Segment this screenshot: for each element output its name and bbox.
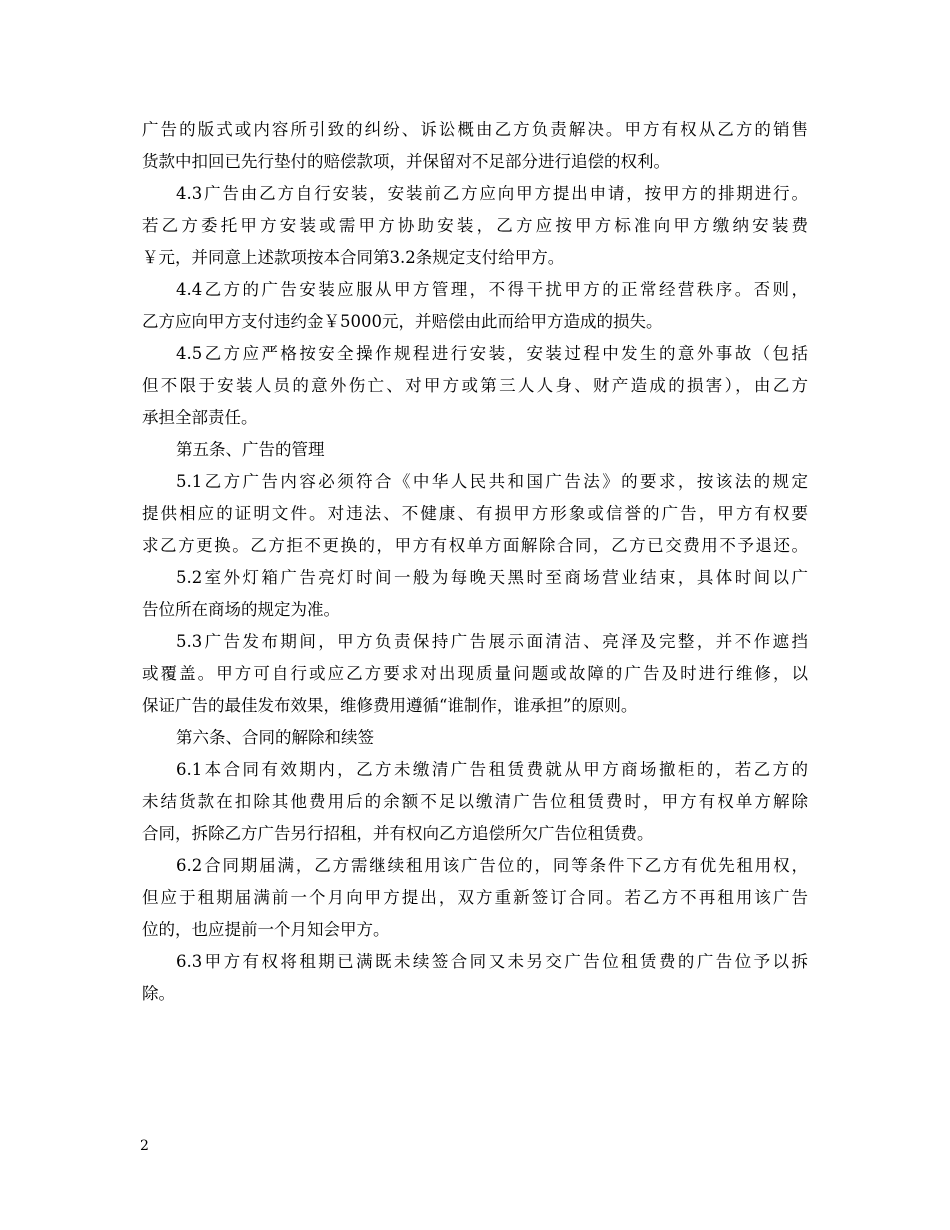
text-line: 保证广告的最佳发布效果，维修费用遵循“谁制作，谁承担”的原则。 — [142, 696, 638, 715]
text-line: 但不限于安装人员的意外伤亡、对甲方或第三人人身、财产造成的损害），由乙方 — [142, 376, 808, 395]
text-line: 5.3广告发布期间，甲方负责保持广告展示面清洁、亮泽及完整，并不作遮挡 — [176, 632, 808, 651]
text-line: 6.1本合同有效期内，乙方未缴清广告租赁费就从甲方商场撤柜的，若乙方的 — [176, 760, 808, 779]
text-line: 合同，拆除乙方广告另行招租，并有权向乙方追偿所欠广告位租赁费。 — [142, 824, 654, 843]
text-line: 广告的版式或内容所引致的纠纷、诉讼概由乙方负责解决。甲方有权从乙方的销售 — [142, 120, 808, 139]
document-body — [142, 114, 808, 1010]
text-line: 第六条、合同的解除和续签 — [176, 728, 374, 747]
text-line: 告位所在商场的规定为准。 — [142, 600, 340, 619]
text-line: 未结货款在扣除其他费用后的余额不足以缴清广告位租赁费时，甲方有权单方解除 — [142, 792, 808, 811]
text-line: 4.4乙方的广告安装应服从甲方管理，不得干扰甲方的正常经营秩序。否则， — [176, 280, 808, 299]
text-line: 6.2合同期届满，乙方需继续租用该广告位的，同等条件下乙方有优先租用权， — [176, 856, 808, 875]
text-line: 求乙方更换。乙方拒不更换的，甲方有权单方面解除合同，乙方已交费用不予退还。 — [142, 536, 808, 555]
text-line: 乙方应向甲方支付违约金￥5000元，并赔偿由此而给甲方造成的损失。 — [142, 312, 663, 331]
text-line: 除。 — [142, 984, 175, 1003]
text-line: 位的，也应提前一个月知会甲方。 — [142, 920, 390, 939]
text-line: 第五条、广告的管理 — [176, 440, 325, 459]
text-line: 承担全部责任。 — [142, 408, 258, 427]
text-line: 4.3广告由乙方自行安装，安装前乙方应向甲方提出申请，按甲方的排期进行。 — [176, 184, 808, 203]
text-line: 但应于租期届满前一个月向甲方提出，双方重新签订合同。若乙方不再租用该广告 — [142, 888, 808, 907]
text-line: ￥元，并同意上述款项按本合同第3.2条规定支付给甲方。 — [142, 248, 565, 267]
text-line: 或覆盖。甲方可自行或应乙方要求对出现质量问题或故障的广告及时进行维修，以 — [142, 664, 808, 683]
text-line: 货款中扣回已先行垫付的赔偿款项，并保留对不足部分进行追偿的权利。 — [142, 152, 670, 171]
text-line: 提供相应的证明文件。对违法、不健康、有损甲方形象或信誉的广告，甲方有权要 — [142, 504, 808, 523]
page-number: 2 — [140, 1138, 149, 1154]
text-line: 5.2室外灯箱广告亮灯时间一般为每晚天黑时至商场营业结束，具体时间以广 — [176, 568, 808, 587]
text-line: 5.1乙方广告内容必须符合《中华人民共和国广告法》的要求，按该法的规定 — [176, 472, 808, 491]
text-line: 若乙方委托甲方安装或需甲方协助安装，乙方应按甲方标准向甲方缴纳安装费 — [142, 216, 808, 235]
text-line: 4.5乙方应严格按安全操作规程进行安装，安装过程中发生的意外事故（包括 — [176, 344, 808, 363]
text-line: 6.3甲方有权将租期已满既未续签合同又未另交广告位租赁费的广告位予以拆 — [176, 952, 808, 971]
